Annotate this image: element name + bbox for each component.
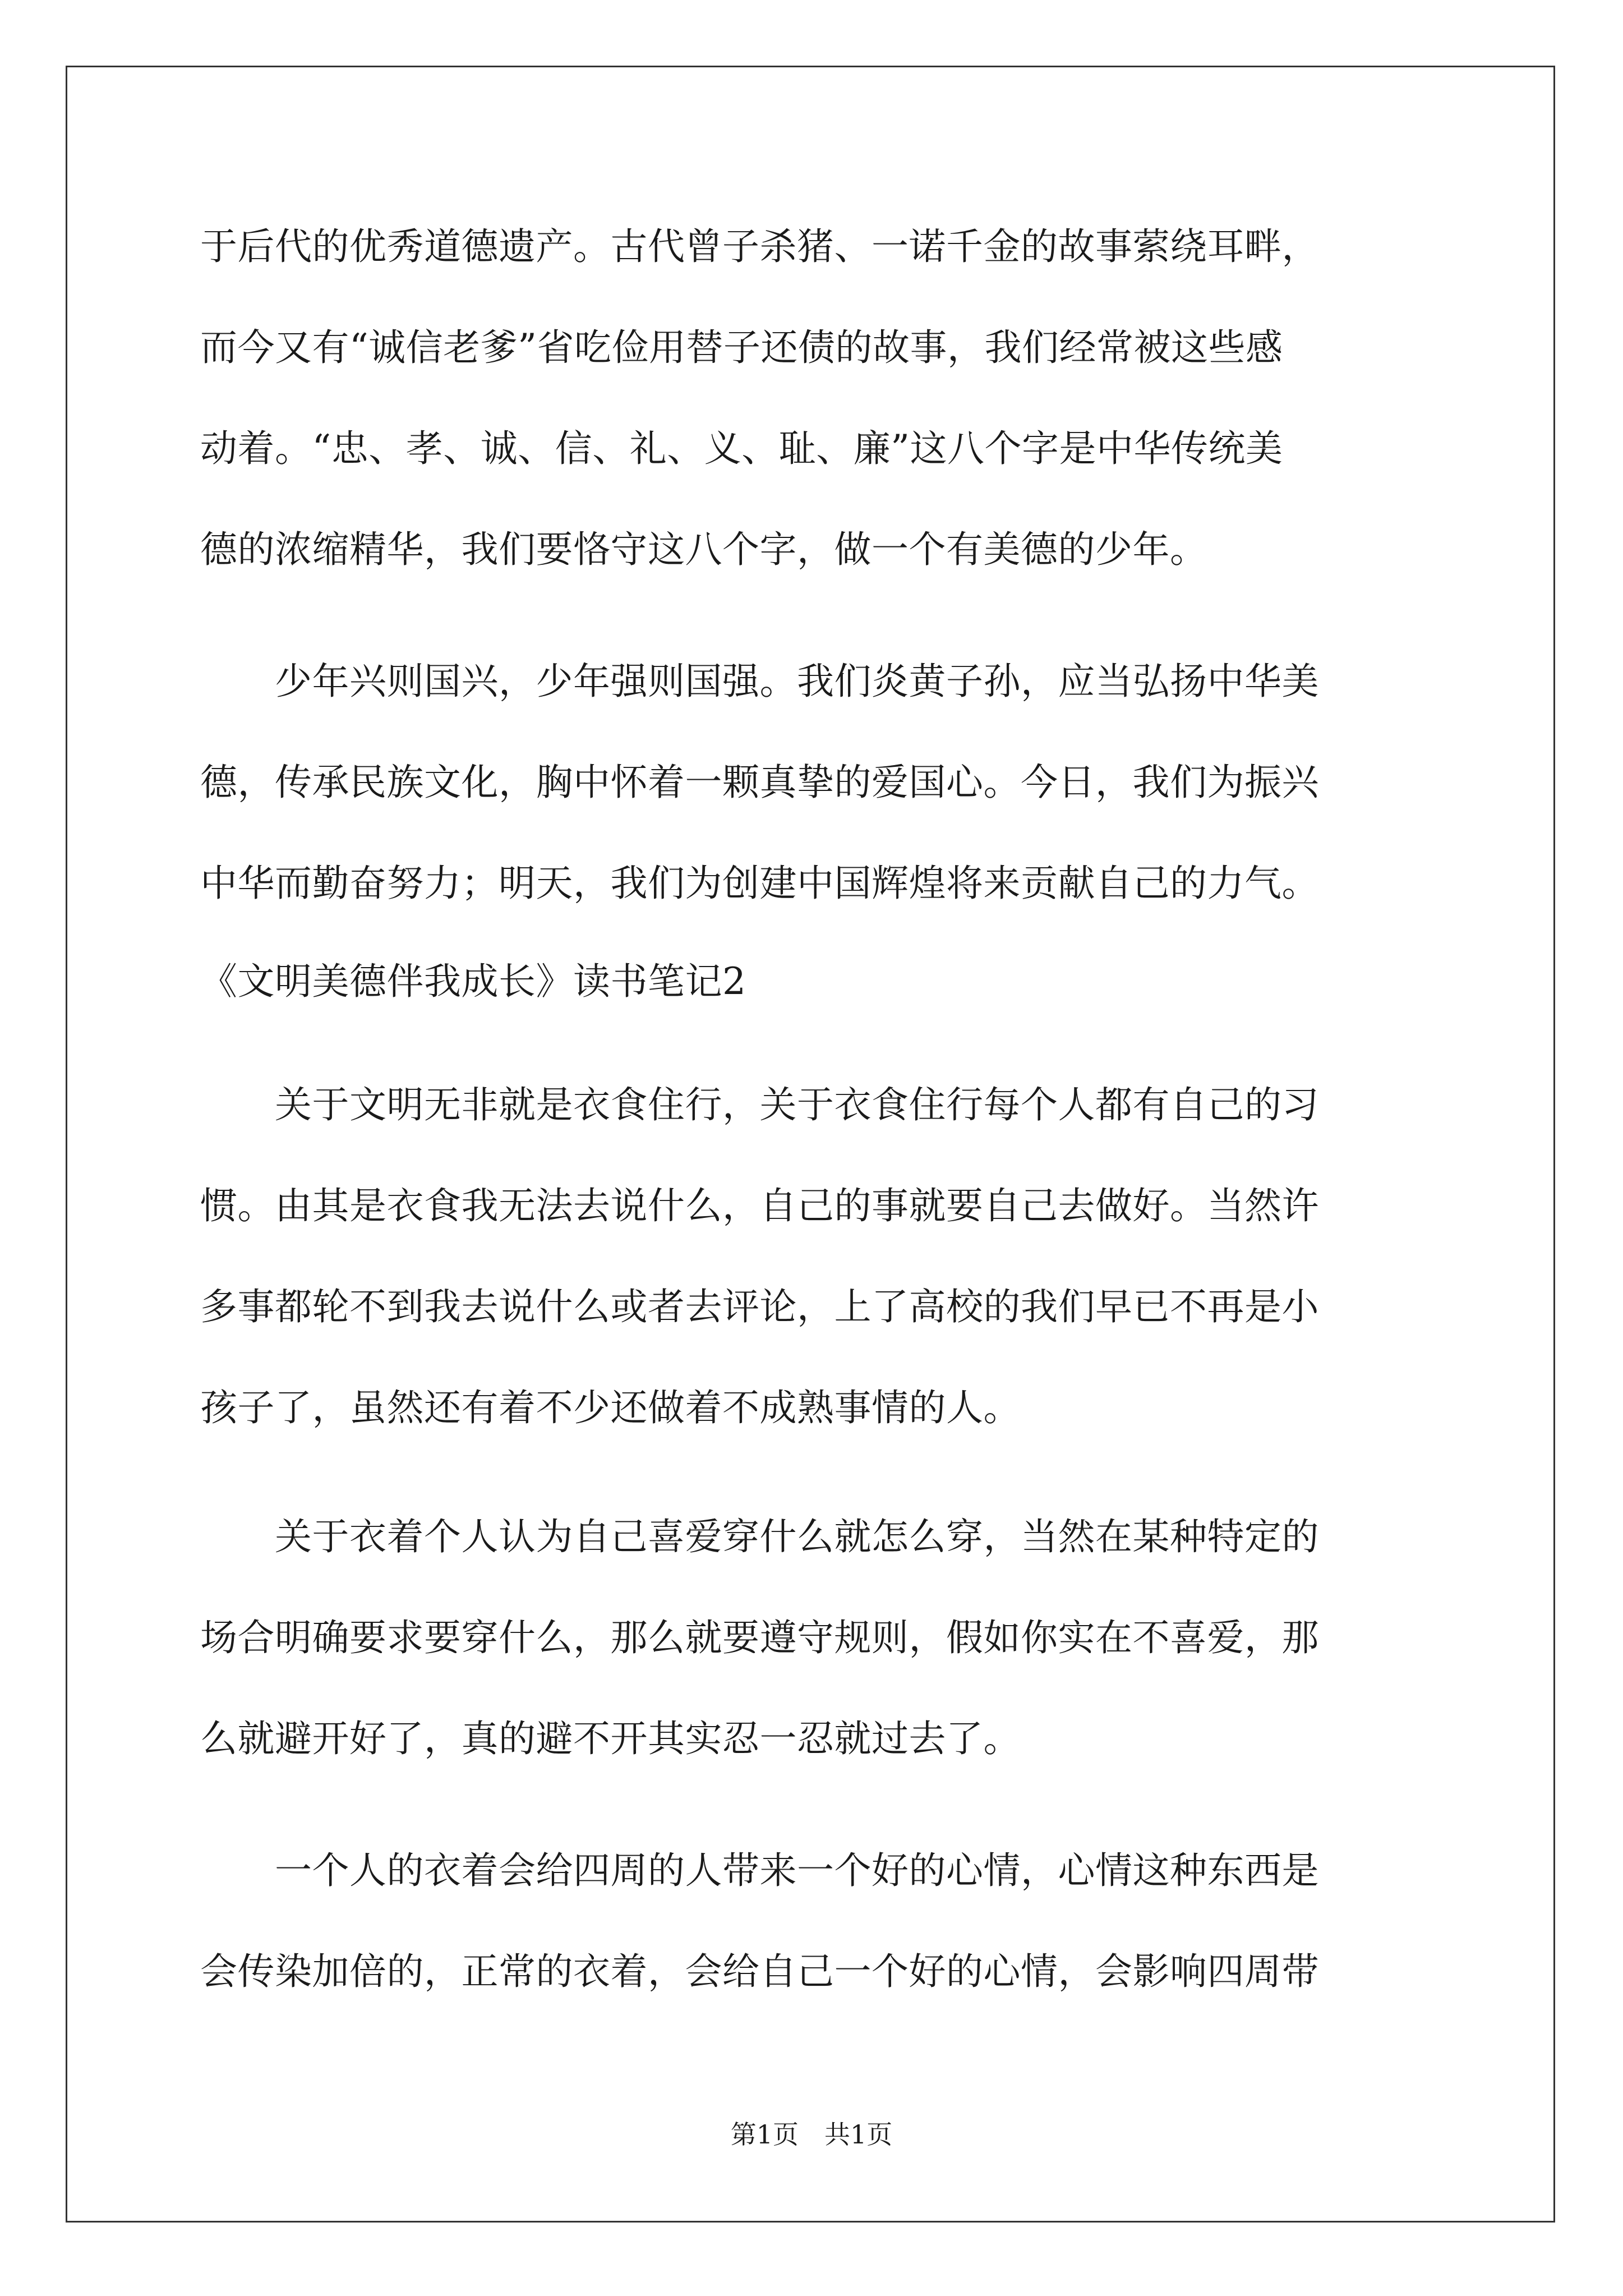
text-line: 于后代的优秀道德遗产。古代曾子杀猪、一诺千金的故事萦绕耳畔， — [200, 225, 1319, 268]
text-line: 德的浓缩精华，我们要恪守这八个字，做一个有美德的少年。 — [200, 528, 1207, 571]
paragraph-start-line: 一个人的衣着会给四周的人带来一个好的心情，心情这种东西是 — [200, 1849, 1319, 1892]
text-line: 中华而勤奋努力；明天，我们为创建中国辉煌将来贡献自己的力气。 — [200, 862, 1319, 905]
text-line: 而今又有“诚信老爹”省吃俭用替子还债的故事，我们经常被这些感 — [200, 326, 1283, 369]
paragraph-start-line: 关于衣着个人认为自己喜爱穿什么就怎么穿，当然在某种特定的 — [200, 1515, 1319, 1558]
paragraph-start-line: 关于文明无非就是衣食住行，关于衣食住行每个人都有自己的习 — [200, 1083, 1319, 1126]
text-line: 么就避开好了，真的避不开其实忍一忍就过去了。 — [200, 1717, 1021, 1760]
text-line: 多事都轮不到我去说什么或者去评论，上了高校的我们早已不再是小 — [200, 1285, 1319, 1328]
section-heading: 《文明美德伴我成长》读书笔记2 — [200, 960, 746, 1003]
text-line: 会传染加倍的，正常的衣着，会给自己一个好的心情，会影响四周带 — [200, 1950, 1319, 1993]
text-line: 惯。由其是衣食我无法去说什么，自己的事就要自己去做好。当然许 — [200, 1184, 1319, 1227]
text-line: 孩子了，虽然还有着不少还做着不成熟事情的人。 — [200, 1386, 1021, 1429]
paragraph-start-line: 少年兴则国兴，少年强则国强。我们炎黄子孙，应当弘扬中华美 — [200, 660, 1319, 703]
text-line: 动着。“忠、孝、诚、信、礼、义、耻、廉”这八个字是中华传统美 — [200, 427, 1283, 470]
text-line: 德，传承民族文化，胸中怀着一颗真挚的爱国心。今日，我们为振兴 — [200, 761, 1319, 804]
page-footer: 第1页 共1页 — [730, 2119, 893, 2150]
text-line: 场合明确要求要穿什么，那么就要遵守规则，假如你实在不喜爱，那 — [200, 1616, 1319, 1659]
